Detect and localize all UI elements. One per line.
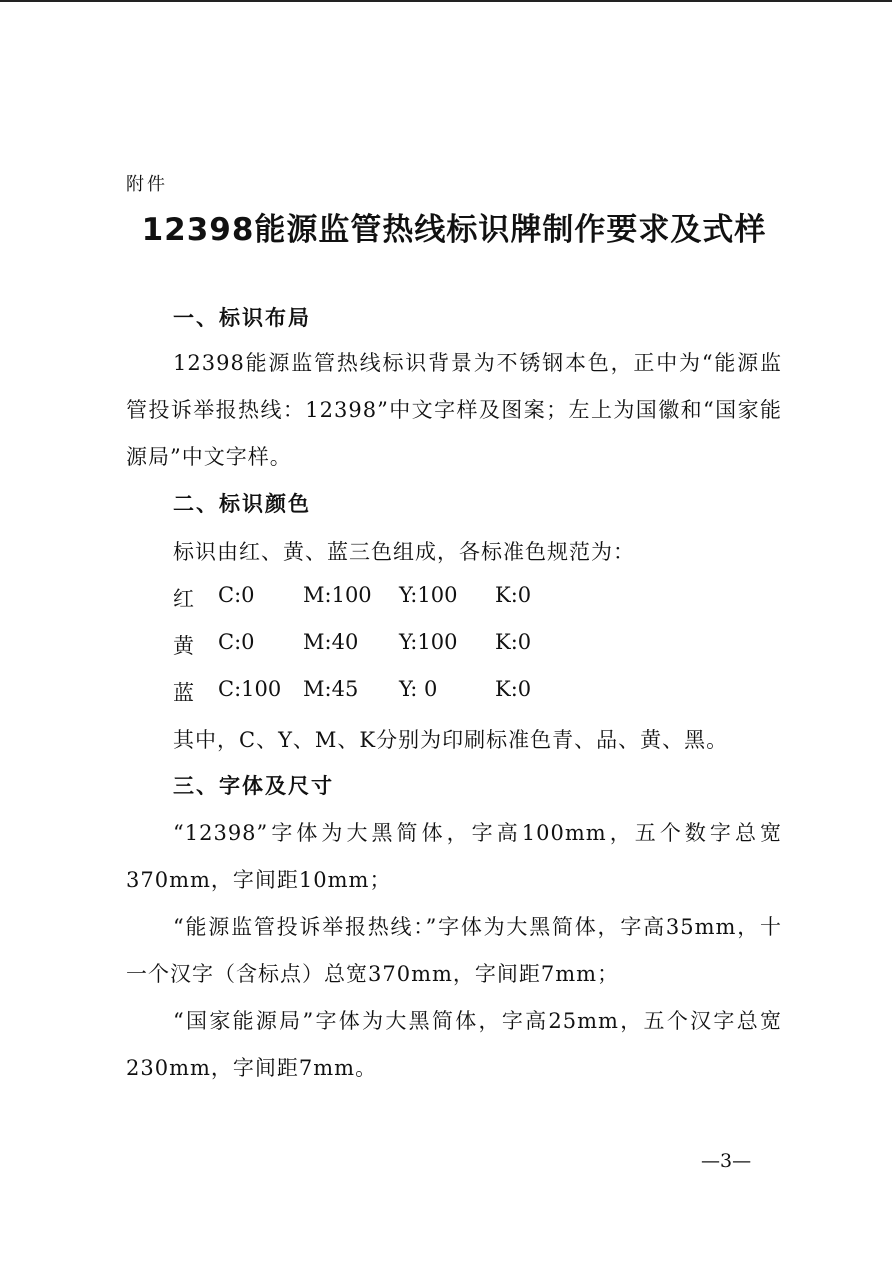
color-magenta-value: M:100 (303, 583, 372, 607)
section-heading-colors: 二、标识颜色 (173, 492, 311, 516)
font-paragraph-number: “12398”字体为大黑简体，字高100mm，五个数字总宽370mm，字间距10mm； (126, 821, 782, 892)
color-cyan-value: C:100 (218, 677, 282, 701)
page-number: —3— (701, 1150, 752, 1172)
color-magenta-value: M:40 (303, 630, 359, 654)
color-name: 红 (173, 587, 194, 611)
attachment-label: 附件 (126, 174, 168, 195)
color-yellow-value: Y:100 (399, 583, 458, 607)
color-black-value: K:0 (495, 677, 532, 701)
colors-intro: 标识由红、黄、蓝三色组成，各标准色规范为： (173, 540, 635, 564)
colors-note: 其中，C、Y、M、K分别为印刷标准色青、品、黄、黑。 (173, 728, 729, 752)
top-border-line (0, 0, 892, 2)
color-yellow-value: Y: 0 (399, 677, 438, 701)
section-heading-fonts: 三、字体及尺寸 (173, 774, 334, 798)
color-name: 蓝 (173, 681, 194, 705)
layout-paragraph: 12398能源监管热线标识背景为不锈钢本色，正中为“能源监管投诉举报热线：12398”中文字样及图案；左上为国徽和“国家能源局”中文字样。 (126, 351, 782, 469)
color-cyan-value: C:0 (218, 630, 255, 654)
font-paragraph-agency: “国家能源局”字体为大黑简体，字高25mm，五个汉字总宽230mm，字间距7mm。 (126, 1009, 782, 1080)
section-heading-layout: 一、标识布局 (173, 306, 311, 330)
color-name: 黄 (173, 634, 194, 658)
color-cyan-value: C:0 (218, 583, 255, 607)
color-yellow-value: Y:100 (399, 630, 458, 654)
color-black-value: K:0 (495, 583, 532, 607)
font-paragraph-hotline: “能源监管投诉举报热线：”字体为大黑简体，字高35mm，十一个汉字（含标点）总宽370mm，字间距7mm； (126, 915, 782, 986)
color-magenta-value: M:45 (303, 677, 359, 701)
document-title: 12398能源监管热线标识牌制作要求及式样 (141, 212, 767, 248)
color-black-value: K:0 (495, 630, 532, 654)
